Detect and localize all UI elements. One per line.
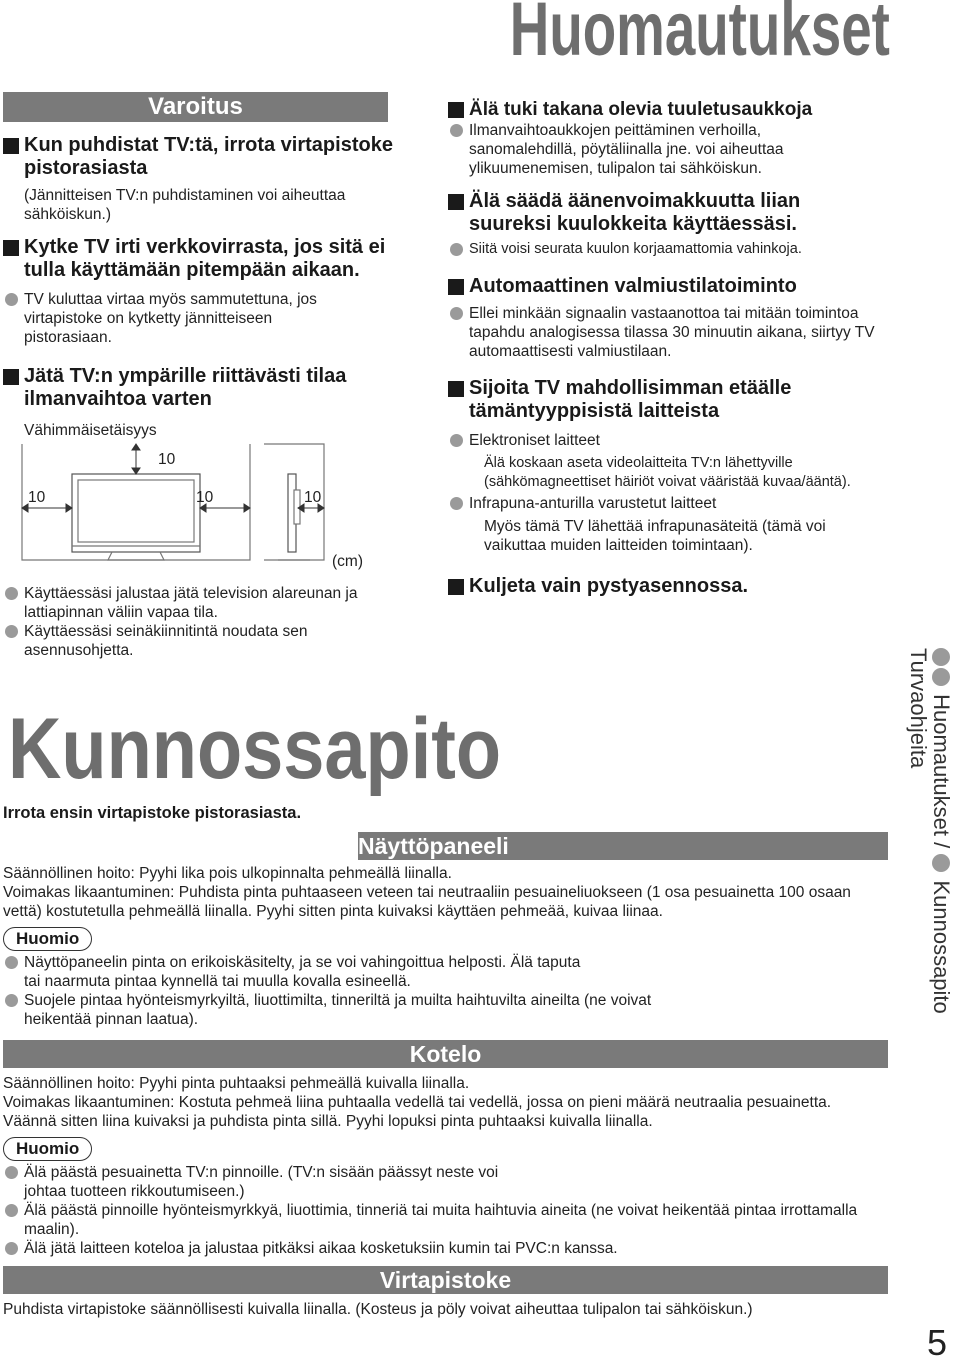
cabinet-heavy-soiling: Voimakas likaantuminen: Kostuta pehmeä liina puhtaalla vedellä tai vedellä, jossa on pieni määrä neutraalia pesuainetta. Väännä sitten liina kuivaksi ja puhdista pinta sillä. Pyyhi lopuksi pinta puhtaaksi kuivalla liinalla. (3, 1094, 832, 1130)
display-heavy-soiling: Voimakas likaantuminen: Puhdista pinta puhtaaseen veteen tai neutraaliin pesuaineliuokseen (1 osa pesuainetta 100 osaan vettä) kostutetulla pehmeällä liinalla. Pyyhi sitten pinta kuivaksi käyttäen pehmeää, kuivaa liinaa. (3, 884, 851, 920)
cabinet-caution-badge: Huomio (3, 1137, 92, 1161)
square-bullet-icon (448, 579, 464, 595)
square-bullet-icon (448, 194, 464, 210)
display-panel-title: Näyttöpaneeli (358, 833, 509, 859)
page-title: Huomautukset (509, 0, 890, 72)
round-bullet-icon (450, 434, 463, 447)
warning-disconnect-bullet: TV kuluttaa virtaa myös sammutettuna, jos virtapistoke on kytketty jännitteiseen pistorasiaan. (3, 290, 354, 347)
electronics-bullet: Elektroniset laitteet (448, 431, 888, 450)
vents-heading: Älä tuki takana olevia tuuletusaukkoja (448, 98, 888, 121)
placement-heading: Sijoita TV mahdollisimman etäälle tämäntyyppisistä laitteista (448, 377, 859, 423)
round-bullet-icon (5, 625, 18, 638)
cabinet-header (3, 1040, 888, 1068)
wall-mount-note: Käyttäessäsi seinäkiinnitintä noudata sen asennusohjetta. (3, 622, 373, 660)
display-caution-badge: Huomio (3, 927, 92, 951)
cabinet-caution-3: Älä jätä laitteen koteloa ja jalustaa pitkäksi aikaa kosketuksiin kumin tai PVC:n kanssa. (3, 1239, 883, 1258)
round-bullet-icon (5, 293, 18, 306)
round-bullet-icon (932, 648, 950, 666)
maintenance-title: Kunnossapito (8, 701, 502, 797)
display-caution-1: Näyttöpaneelin pinta on erikoiskäsitelty, ja se voi vahingoittua helposti. Älä taputa tai naarmuta pintaa kynnellä tai muulla kovalla esineellä. (3, 953, 584, 991)
cabinet-section (3, 1074, 883, 1258)
display-panel-header (358, 832, 888, 860)
standby-heading: Automaattinen valmiustilatoiminto (448, 275, 888, 298)
round-bullet-icon (5, 1166, 18, 1179)
square-bullet-icon (3, 138, 19, 154)
plug-title: Virtapistoke (379, 1267, 512, 1293)
cabinet-caution-2: Älä päästä pinnoille hyönteismyrkkyä, liuottimia, tinneriä tai muita haihtuvia aineita (ne voivat heikentää pintaa irrottamalla maalin). (3, 1201, 874, 1239)
page-number: 5 (927, 1322, 948, 1363)
dimension-left: 10 (28, 489, 46, 506)
varoitus-column (3, 134, 393, 440)
warning-space-heading: Jätä TV:n ympärille riittävästi tilaa ilmanvaihtoa varten (3, 365, 393, 411)
square-bullet-icon (3, 369, 19, 385)
volume-bullet: Siitä voisi seurata kuulon korjaamattomia vahinkoja. (448, 240, 888, 259)
transport-heading: Kuljeta vain pystyasennossa. (448, 575, 888, 598)
notes-column (448, 98, 888, 598)
varoitus-notes (3, 584, 373, 660)
round-bullet-icon (5, 956, 18, 969)
round-bullet-icon (5, 1242, 18, 1255)
stand-note: Käyttäessäsi jalustaa jätä television alareunan ja lattiapinnan väliin vapaa tila. (3, 584, 373, 622)
round-bullet-icon (5, 1204, 18, 1217)
round-bullet-icon (5, 587, 18, 600)
infrared-text: Myös tämä TV lähettää infrapunasäteitä (tämä voi vaikuttaa muiden laitteiden toimintaan). (484, 518, 826, 554)
round-bullet-icon (932, 854, 950, 872)
maintenance-intro: Irrota ensin virtapistoke pistorasiasta. (3, 804, 302, 822)
plug-text: Puhdista virtapistoke säännöllisesti kuivalla liinalla. (Kosteus ja pöly voivat aiheuttaa tulipalon tai sähköiskun.) (3, 1301, 753, 1318)
dimension-back: 10 (304, 489, 322, 506)
square-bullet-icon (448, 279, 464, 295)
round-bullet-icon (450, 497, 463, 510)
display-regular-care: Säännöllinen hoito: Pyyhi lika pois ulkopinnalta pehmeällä liinalla. (3, 865, 452, 882)
round-bullet-icon (450, 307, 463, 320)
display-caution-2: Suojele pintaa hyönteismyrkyiltä, liuottimilta, tinneriltä ja muilta haihtuvilta aineilta (ne voivat heikentää pinnan laatua). (3, 991, 674, 1029)
warning-unplug-text: (Jännitteisen TV:n puhdistaminen voi aiheuttaa sähköiskun.) (24, 187, 346, 223)
dimension-top: 10 (158, 451, 176, 468)
cabinet-regular-care: Säännöllinen hoito: Pyyhi pinta puhtaaksi pehmeällä kuivalla liinalla. (3, 1075, 470, 1092)
cabinet-caution-1: Älä päästä pesuainetta TV:n pinnoille. (TV:n sisään päässyt neste voi johtaa tuotteen rikkoutumiseen.) (3, 1163, 544, 1201)
round-bullet-icon (450, 243, 463, 256)
vents-bullet: Ilmanvaihtoaukkojen peittäminen verhoilla, sanomalehdillä, pöytäliinalla jne. voi aiheuttaa ylikuumenemisen, tulipalon tai sähköiskun. (448, 121, 869, 178)
plug-header (3, 1266, 888, 1294)
display-panel-section (3, 864, 883, 1029)
square-bullet-icon (3, 240, 19, 256)
dimension-right: 10 (196, 489, 214, 506)
varoitus-header (3, 92, 388, 122)
square-bullet-icon (448, 102, 464, 118)
warning-unplug-heading: Kun puhdistat TV:tä, irrota virtapistoke pistorasiasta (3, 134, 393, 180)
round-bullet-icon (5, 994, 18, 1007)
varoitus-title: Varoitus (148, 93, 243, 120)
round-bullet-icon (932, 668, 950, 686)
infrared-bullet: Infrapuna-anturilla varustetut laitteet (448, 494, 888, 513)
clearance-diagram (20, 438, 390, 578)
side-tab (906, 648, 954, 1014)
square-bullet-icon (448, 381, 464, 397)
side-tab-text (907, 648, 953, 1014)
side-tab-line-1: Huomautukset / Kunnossapito (930, 648, 953, 1014)
standby-bullet: Ellei minkään signaalin vastaanottoa tai mitään toimintoa tapahdu analogisessa tilassa 30 minuutin aikana, siirtyy TV automaattisesti valmiustilaan. (448, 304, 879, 361)
cabinet-title: Kotelo (409, 1041, 482, 1067)
minimum-distance-label: Vähimmäisetäisyys (24, 422, 157, 439)
side-tab-line-2: Turvaohjeita (906, 648, 931, 769)
volume-heading: Älä säädä äänenvoimakkuutta liian suureksi kuulokkeita käyttäessäsi. (448, 190, 888, 236)
electronics-text: Älä koskaan aseta videolaitteita TV:n lähettyville (sähkömagneettiset häiriöt voivat vääristää kuvaa/ääntä). (484, 455, 851, 490)
warning-disconnect-heading: Kytke TV irti verkkovirrasta, jos sitä ei tulla käyttämään pitempään aikaan. (3, 236, 393, 282)
round-bullet-icon (450, 124, 463, 137)
unit-label: (cm) (332, 553, 363, 570)
